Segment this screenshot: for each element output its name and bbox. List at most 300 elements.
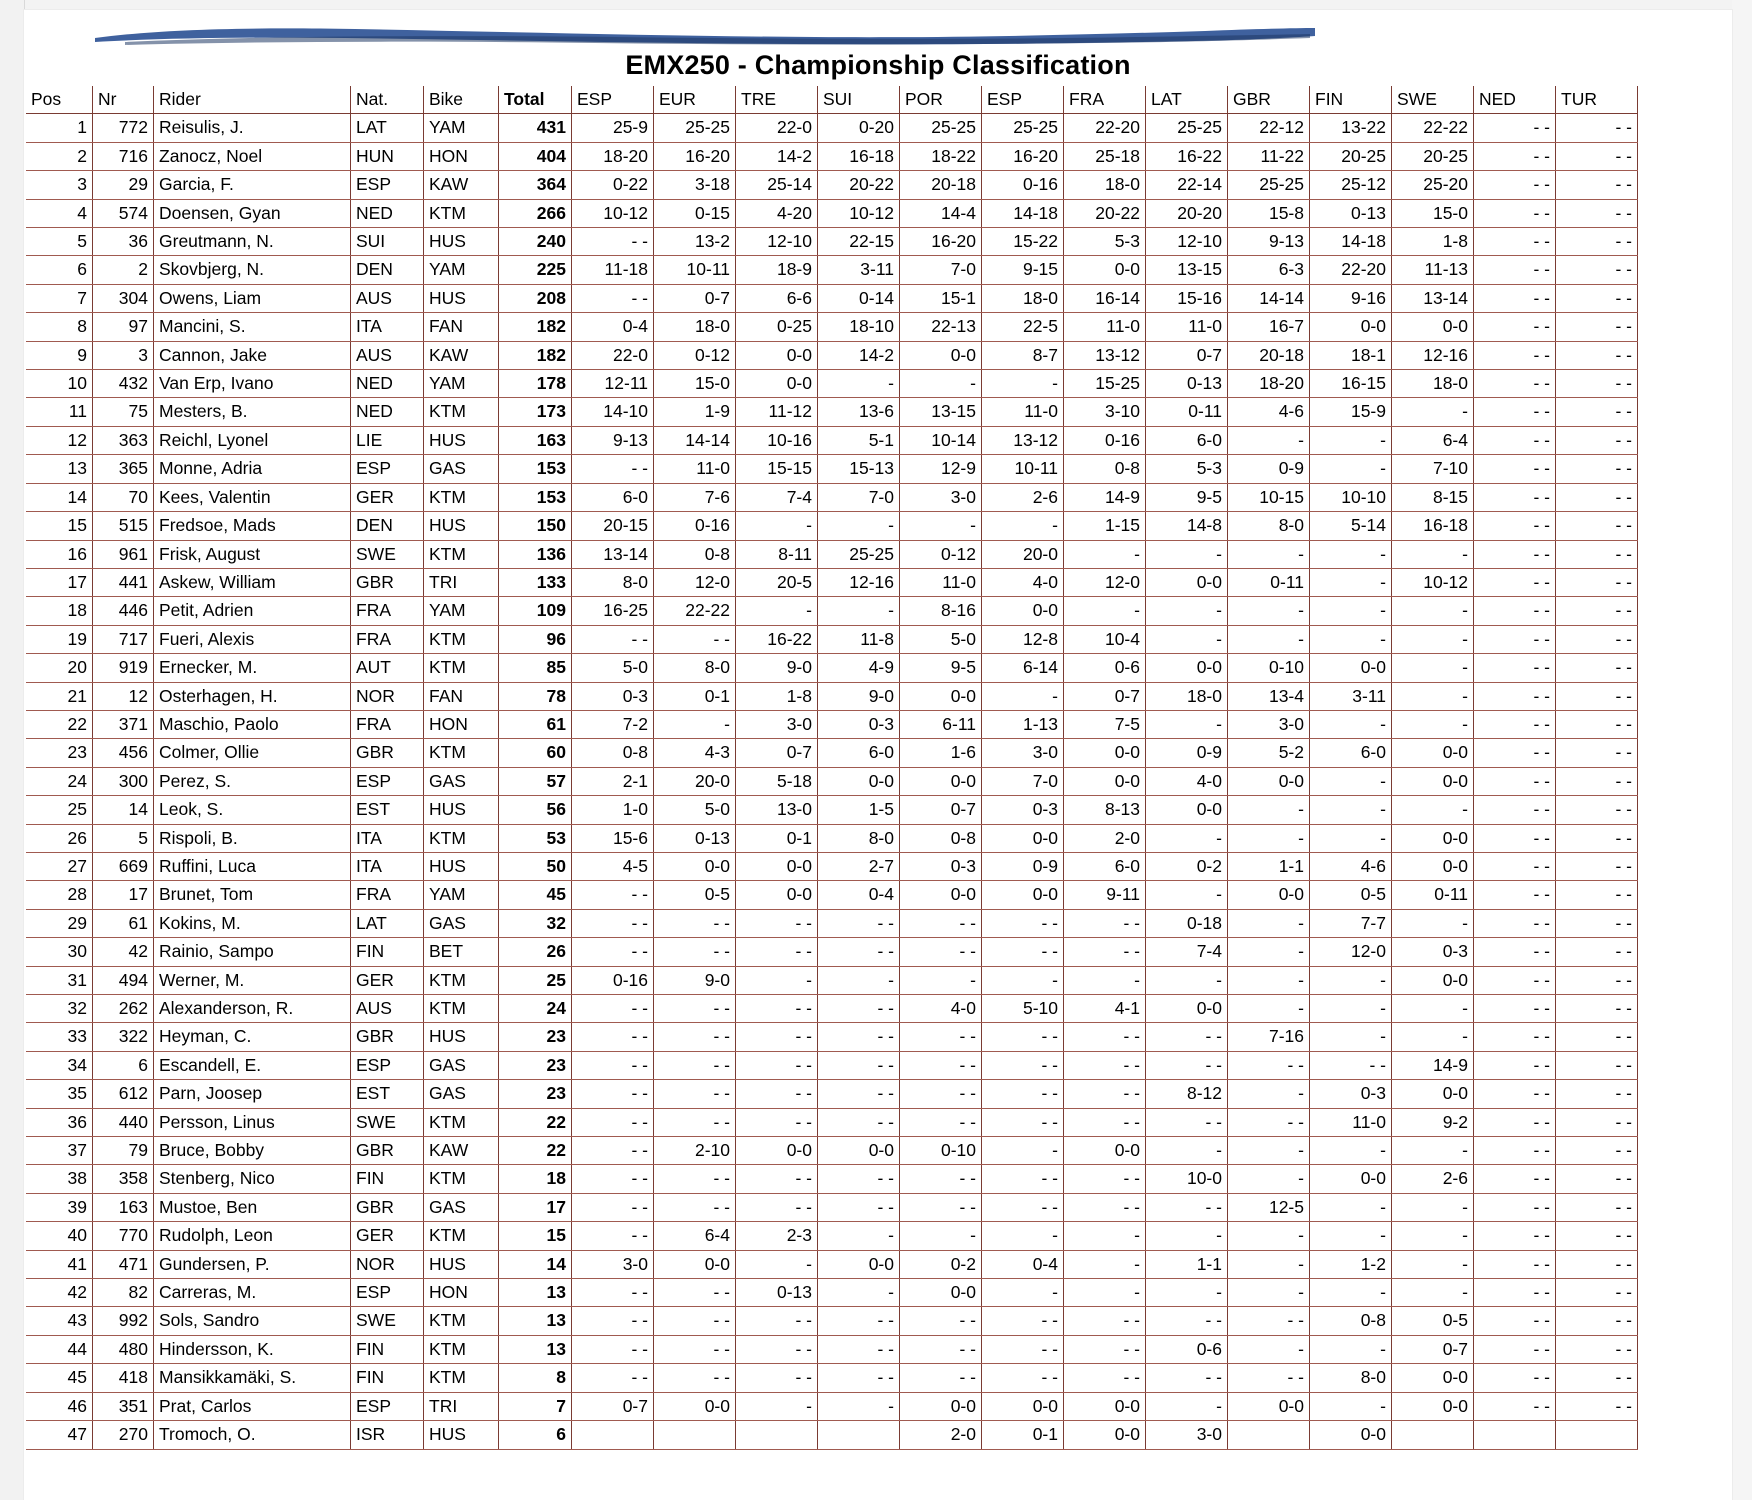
cell-position: 5 bbox=[26, 228, 93, 256]
column-header-e9[interactable]: FIN bbox=[1310, 86, 1392, 114]
table-row[interactable] bbox=[26, 1193, 1638, 1221]
cell-event-result: - - bbox=[1556, 512, 1638, 540]
table-row[interactable] bbox=[26, 483, 1638, 511]
cell-event-result: - - bbox=[736, 938, 818, 966]
cell-event-result: - - bbox=[1556, 540, 1638, 568]
table-row[interactable] bbox=[26, 767, 1638, 795]
column-header-e1[interactable]: EUR bbox=[654, 86, 736, 114]
cell-event-result: - - bbox=[1556, 1307, 1638, 1335]
cell-number: 5 bbox=[93, 824, 154, 852]
cell-event-result: 0-3 bbox=[572, 682, 654, 710]
column-header-e11[interactable]: NED bbox=[1474, 86, 1556, 114]
cell-event-result: 20-18 bbox=[900, 171, 982, 199]
cell-event-result: - - bbox=[818, 1307, 900, 1335]
cell-position: 1 bbox=[26, 114, 93, 142]
cell-event-result: - - bbox=[1556, 171, 1638, 199]
cell-rider: Zanocz, Noel bbox=[154, 142, 351, 170]
cell-event-result: - - bbox=[1064, 1193, 1146, 1221]
column-header-e8[interactable]: GBR bbox=[1228, 86, 1310, 114]
cell-event-result: - - bbox=[900, 1364, 982, 1392]
cell-rider: Persson, Linus bbox=[154, 1108, 351, 1136]
cell-number: 61 bbox=[93, 909, 154, 937]
cell-event-result: 0-0 bbox=[1392, 767, 1474, 795]
cell-event-result: - - bbox=[736, 995, 818, 1023]
cell-number: 6 bbox=[93, 1051, 154, 1079]
cell-event-result: - - bbox=[1474, 909, 1556, 937]
cell-event-result: - bbox=[1310, 568, 1392, 596]
table-row[interactable] bbox=[26, 1222, 1638, 1250]
cell-nationality: DEN bbox=[351, 512, 424, 540]
cell-event-result: 0-0 bbox=[654, 852, 736, 880]
table-row[interactable] bbox=[26, 284, 1638, 312]
table-row[interactable] bbox=[26, 1080, 1638, 1108]
cell-event-result: 8-13 bbox=[1064, 796, 1146, 824]
cell-bike: HUS bbox=[424, 1023, 499, 1051]
cell-event-result: 25-14 bbox=[736, 171, 818, 199]
table-row[interactable] bbox=[26, 682, 1638, 710]
cell-number: 440 bbox=[93, 1108, 154, 1136]
table-row[interactable] bbox=[26, 796, 1638, 824]
cell-event-result: - - bbox=[982, 1023, 1064, 1051]
cell-event-result: - - bbox=[1556, 483, 1638, 511]
cell-number: 961 bbox=[93, 540, 154, 568]
cell-event-result: - - bbox=[1474, 256, 1556, 284]
table-row[interactable] bbox=[26, 995, 1638, 1023]
cell-event-result: - - bbox=[1556, 114, 1638, 142]
table-row[interactable] bbox=[26, 1108, 1638, 1136]
cell-event-result: - bbox=[1310, 824, 1392, 852]
cell-event-result: 15-6 bbox=[572, 824, 654, 852]
table-row[interactable] bbox=[26, 1250, 1638, 1278]
cell-event-result: 0-7 bbox=[654, 284, 736, 312]
cell-rider: Gundersen, P. bbox=[154, 1250, 351, 1278]
cell-position: 43 bbox=[26, 1307, 93, 1335]
column-header-e3[interactable]: SUI bbox=[818, 86, 900, 114]
cell-event-result: - bbox=[1064, 1250, 1146, 1278]
cell-event-result: 16-20 bbox=[654, 142, 736, 170]
cell-event-result: - - bbox=[818, 1108, 900, 1136]
cell-event-result: - bbox=[1146, 710, 1228, 738]
cell-event-result: - - bbox=[1064, 1364, 1146, 1392]
cell-event-result: 6-6 bbox=[736, 284, 818, 312]
cell-event-result: - - bbox=[572, 1279, 654, 1307]
table-row[interactable] bbox=[26, 1392, 1638, 1420]
table-row[interactable] bbox=[26, 852, 1638, 880]
cell-total: 23 bbox=[499, 1051, 572, 1079]
table-row[interactable] bbox=[26, 455, 1638, 483]
cell-nationality: GBR bbox=[351, 739, 424, 767]
cell-total: 60 bbox=[499, 739, 572, 767]
cell-event-result: - - bbox=[900, 1051, 982, 1079]
cell-position: 25 bbox=[26, 796, 93, 824]
cell-event-result: 0-0 bbox=[736, 1137, 818, 1165]
table-row[interactable] bbox=[26, 966, 1638, 994]
cell-event-result: - - bbox=[1556, 1335, 1638, 1363]
cell-event-result: - - bbox=[900, 1335, 982, 1363]
cell-event-result: 0-16 bbox=[572, 966, 654, 994]
cell-event-result: - - bbox=[818, 1023, 900, 1051]
cell-event-result: - - bbox=[654, 1279, 736, 1307]
cell-event-result: 25-12 bbox=[1310, 171, 1392, 199]
cell-bike: KAW bbox=[424, 171, 499, 199]
cell-nationality: LIE bbox=[351, 426, 424, 454]
table-row[interactable] bbox=[26, 114, 1638, 142]
cell-event-result: 0-0 bbox=[900, 1279, 982, 1307]
table-row[interactable] bbox=[26, 938, 1638, 966]
cell-total: 56 bbox=[499, 796, 572, 824]
cell-position: 2 bbox=[26, 142, 93, 170]
cell-position: 21 bbox=[26, 682, 93, 710]
cell-event-result: 5-0 bbox=[572, 654, 654, 682]
cell-event-result: 0-0 bbox=[1064, 767, 1146, 795]
column-header-e2[interactable]: TRE bbox=[736, 86, 818, 114]
column-header-e12[interactable]: TUR bbox=[1556, 86, 1638, 114]
cell-rider: Monne, Adria bbox=[154, 455, 351, 483]
cell-event-result: - - bbox=[572, 1222, 654, 1250]
cell-event-result: 1-1 bbox=[1146, 1250, 1228, 1278]
cell-nationality: NED bbox=[351, 370, 424, 398]
cell-nationality: EST bbox=[351, 1080, 424, 1108]
cell-bike: HON bbox=[424, 142, 499, 170]
cell-nationality: NED bbox=[351, 199, 424, 227]
cell-event-result: - - bbox=[1556, 313, 1638, 341]
cell-position: 45 bbox=[26, 1364, 93, 1392]
cell-number: 82 bbox=[93, 1279, 154, 1307]
cell-event-result: 0-0 bbox=[1064, 739, 1146, 767]
cell-event-result: - - bbox=[1474, 1364, 1556, 1392]
column-header-e4[interactable]: POR bbox=[900, 86, 982, 114]
cell-event-result: - bbox=[1310, 597, 1392, 625]
cell-event-result: 0-13 bbox=[1146, 370, 1228, 398]
cell-event-result: 8-15 bbox=[1392, 483, 1474, 511]
cell-rider: Sols, Sandro bbox=[154, 1307, 351, 1335]
cell-event-result: 16-20 bbox=[900, 228, 982, 256]
column-header-total[interactable]: Total bbox=[499, 86, 572, 114]
cell-position: 13 bbox=[26, 455, 93, 483]
cell-event-result: 0-8 bbox=[654, 540, 736, 568]
cell-event-result: - bbox=[1392, 1023, 1474, 1051]
cell-event-result: 15-25 bbox=[1064, 370, 1146, 398]
table-row[interactable] bbox=[26, 597, 1638, 625]
cell-event-result: 0-16 bbox=[1064, 426, 1146, 454]
cell-event-result: 7-5 bbox=[1064, 710, 1146, 738]
cell-event-result: - - bbox=[1556, 142, 1638, 170]
cell-event-result: - - bbox=[1556, 1392, 1638, 1420]
cell-event-result: - - bbox=[654, 995, 736, 1023]
cell-event-result: 6-4 bbox=[654, 1222, 736, 1250]
cell-event-result: - - bbox=[1146, 1023, 1228, 1051]
cell-event-result: 7-0 bbox=[900, 256, 982, 284]
cell-nationality: GBR bbox=[351, 568, 424, 596]
cell-event-result: - - bbox=[1064, 1051, 1146, 1079]
cell-bike: BET bbox=[424, 938, 499, 966]
cell-bike: YAM bbox=[424, 114, 499, 142]
cell-bike: KTM bbox=[424, 625, 499, 653]
cell-position: 14 bbox=[26, 483, 93, 511]
column-header-e10[interactable]: SWE bbox=[1392, 86, 1474, 114]
cell-event-result: - - bbox=[736, 1080, 818, 1108]
cell-event-result: 0-0 bbox=[1146, 568, 1228, 596]
table-row[interactable] bbox=[26, 313, 1638, 341]
table-row[interactable] bbox=[26, 426, 1638, 454]
table-row[interactable] bbox=[26, 1421, 1638, 1449]
cell-rider: Leok, S. bbox=[154, 796, 351, 824]
table-row[interactable] bbox=[26, 142, 1638, 170]
cell-event-result: - - bbox=[736, 1307, 818, 1335]
cell-event-result: - bbox=[1310, 455, 1392, 483]
cell-event-result: - - bbox=[1556, 938, 1638, 966]
cell-rider: Cannon, Jake bbox=[154, 341, 351, 369]
cell-event-result: - - bbox=[1474, 1080, 1556, 1108]
cell-event-result: - bbox=[1228, 909, 1310, 937]
column-header-bike[interactable]: Bike bbox=[424, 86, 499, 114]
cell-event-result: - - bbox=[654, 1023, 736, 1051]
cell-event-result: 13-14 bbox=[1392, 284, 1474, 312]
cell-event-result: - - bbox=[1556, 710, 1638, 738]
cell-event-result: 4-0 bbox=[982, 568, 1064, 596]
cell-event-result: - - bbox=[982, 1193, 1064, 1221]
table-row[interactable] bbox=[26, 1364, 1638, 1392]
cell-event-result: 5-3 bbox=[1064, 228, 1146, 256]
cell-total: 17 bbox=[499, 1193, 572, 1221]
table-row[interactable] bbox=[26, 1165, 1638, 1193]
cell-rider: Fredsoe, Mads bbox=[154, 512, 351, 540]
cell-event-result: - bbox=[1228, 1335, 1310, 1363]
cell-position: 41 bbox=[26, 1250, 93, 1278]
cell-event-result: - - bbox=[1474, 1279, 1556, 1307]
cell-event-result: 13-15 bbox=[900, 398, 982, 426]
cell-event-result: - - bbox=[736, 1165, 818, 1193]
column-header-pos[interactable]: Pos bbox=[26, 86, 93, 114]
cell-event-result: - - bbox=[572, 938, 654, 966]
cell-event-result bbox=[1392, 1421, 1474, 1449]
cell-rider: Prat, Carlos bbox=[154, 1392, 351, 1420]
cell-event-result: - - bbox=[1474, 512, 1556, 540]
cell-bike: KTM bbox=[424, 1165, 499, 1193]
table-row[interactable] bbox=[26, 625, 1638, 653]
cell-event-result: - - bbox=[1474, 1023, 1556, 1051]
cell-number: 441 bbox=[93, 568, 154, 596]
cell-event-result: 16-14 bbox=[1064, 284, 1146, 312]
cell-event-result: 15-15 bbox=[736, 455, 818, 483]
table-row[interactable] bbox=[26, 654, 1638, 682]
cell-event-result: - bbox=[736, 512, 818, 540]
table-row[interactable] bbox=[26, 824, 1638, 852]
cell-event-result: 0-0 bbox=[982, 824, 1064, 852]
cell-event-result: 8-0 bbox=[572, 568, 654, 596]
cell-event-result: 6-0 bbox=[1310, 739, 1392, 767]
cell-event-result: - bbox=[1146, 1222, 1228, 1250]
cell-event-result: - bbox=[982, 1137, 1064, 1165]
table-row[interactable] bbox=[26, 341, 1638, 369]
cell-event-result: - bbox=[1146, 1279, 1228, 1307]
cell-event-result: 10-14 bbox=[900, 426, 982, 454]
cell-position: 29 bbox=[26, 909, 93, 937]
cell-event-result: 13-6 bbox=[818, 398, 900, 426]
cell-event-result: - bbox=[1146, 824, 1228, 852]
cell-event-result: - bbox=[818, 597, 900, 625]
cell-event-result: - - bbox=[982, 1165, 1064, 1193]
cell-event-result: - - bbox=[736, 1051, 818, 1079]
cell-event-result: 10-12 bbox=[572, 199, 654, 227]
cell-event-result: - bbox=[736, 597, 818, 625]
table-row[interactable] bbox=[26, 881, 1638, 909]
cell-event-result: - - bbox=[1556, 1165, 1638, 1193]
cell-position: 35 bbox=[26, 1080, 93, 1108]
cell-bike: KTM bbox=[424, 824, 499, 852]
cell-event-result: 4-5 bbox=[572, 852, 654, 880]
cell-event-result: 6-11 bbox=[900, 710, 982, 738]
cell-event-result: - - bbox=[1474, 1108, 1556, 1136]
cell-event-result: 2-3 bbox=[736, 1222, 818, 1250]
table-row[interactable] bbox=[26, 1051, 1638, 1079]
cell-number: 14 bbox=[93, 796, 154, 824]
column-header-rider[interactable]: Rider bbox=[154, 86, 351, 114]
cell-event-result: 2-1 bbox=[572, 767, 654, 795]
table-row[interactable] bbox=[26, 256, 1638, 284]
cell-event-result: 0-0 bbox=[1064, 1421, 1146, 1449]
table-row[interactable] bbox=[26, 739, 1638, 767]
cell-position: 20 bbox=[26, 654, 93, 682]
cell-event-result: - - bbox=[1474, 966, 1556, 994]
cell-position: 24 bbox=[26, 767, 93, 795]
table-row[interactable] bbox=[26, 540, 1638, 568]
scan-left-edge bbox=[0, 0, 25, 1500]
cell-nationality: FRA bbox=[351, 710, 424, 738]
cell-event-result: - bbox=[1392, 1222, 1474, 1250]
table-row[interactable] bbox=[26, 1307, 1638, 1335]
cell-total: 53 bbox=[499, 824, 572, 852]
cell-total: 150 bbox=[499, 512, 572, 540]
cell-event-result: 0-0 bbox=[736, 881, 818, 909]
table-row[interactable] bbox=[26, 398, 1638, 426]
cell-event-result: 12-16 bbox=[1392, 341, 1474, 369]
cell-event-result: 14-9 bbox=[1392, 1051, 1474, 1079]
cell-event-result: - - bbox=[1556, 455, 1638, 483]
cell-event-result: 9-0 bbox=[654, 966, 736, 994]
cell-event-result: 7-4 bbox=[1146, 938, 1228, 966]
cell-event-result: 7-2 bbox=[572, 710, 654, 738]
cell-event-result: - bbox=[1228, 1222, 1310, 1250]
cell-number: 432 bbox=[93, 370, 154, 398]
table-row[interactable] bbox=[26, 370, 1638, 398]
cell-event-result: - bbox=[1310, 625, 1392, 653]
cell-event-result: 7-16 bbox=[1228, 1023, 1310, 1051]
cell-event-result: - - bbox=[1228, 1307, 1310, 1335]
cell-event-result: - bbox=[1392, 995, 1474, 1023]
cell-event-result: 16-18 bbox=[1392, 512, 1474, 540]
table-row[interactable] bbox=[26, 710, 1638, 738]
cell-event-result: - - bbox=[572, 1137, 654, 1165]
column-header-nat[interactable]: Nat. bbox=[351, 86, 424, 114]
cell-number: 494 bbox=[93, 966, 154, 994]
cell-bike: HUS bbox=[424, 1421, 499, 1449]
cell-rider: Parn, Joosep bbox=[154, 1080, 351, 1108]
cell-event-result: - - bbox=[1146, 1364, 1228, 1392]
table-row[interactable] bbox=[26, 568, 1638, 596]
column-header-e5[interactable]: ESP bbox=[982, 86, 1064, 114]
column-header-e7[interactable]: LAT bbox=[1146, 86, 1228, 114]
cell-event-result: - - bbox=[1064, 1165, 1146, 1193]
table-row[interactable] bbox=[26, 1023, 1638, 1051]
cell-event-result: 0-10 bbox=[1228, 654, 1310, 682]
cell-event-result: - bbox=[1392, 1250, 1474, 1278]
cell-position: 16 bbox=[26, 540, 93, 568]
cell-event-result: 8-16 bbox=[900, 597, 982, 625]
cell-event-result: - - bbox=[900, 1165, 982, 1193]
cell-total: 178 bbox=[499, 370, 572, 398]
table-row[interactable] bbox=[26, 171, 1638, 199]
cell-total: 163 bbox=[499, 426, 572, 454]
cell-event-result: 20-25 bbox=[1310, 142, 1392, 170]
cell-bike: TRI bbox=[424, 568, 499, 596]
cell-rider: Askew, William bbox=[154, 568, 351, 596]
cell-event-result: - - bbox=[1064, 1307, 1146, 1335]
cell-event-result: - - bbox=[1556, 199, 1638, 227]
cell-event-result: 0-13 bbox=[1310, 199, 1392, 227]
cell-event-result: 25-18 bbox=[1064, 142, 1146, 170]
cell-nationality: FIN bbox=[351, 1335, 424, 1363]
scan-top-edge bbox=[0, 0, 1752, 10]
cell-event-result: 0-5 bbox=[1392, 1307, 1474, 1335]
column-header-e0[interactable]: ESP bbox=[572, 86, 654, 114]
table-row[interactable] bbox=[26, 1279, 1638, 1307]
cell-event-result: 0-5 bbox=[654, 881, 736, 909]
cell-event-result: - bbox=[982, 1279, 1064, 1307]
table-row[interactable] bbox=[26, 228, 1638, 256]
cell-event-result: 12-8 bbox=[982, 625, 1064, 653]
cell-event-result: - - bbox=[982, 1108, 1064, 1136]
cell-event-result: - - bbox=[1474, 1307, 1556, 1335]
cell-event-result: 5-0 bbox=[654, 796, 736, 824]
cell-event-result: 14-4 bbox=[900, 199, 982, 227]
column-header-nr[interactable]: Nr bbox=[93, 86, 154, 114]
cell-number: 36 bbox=[93, 228, 154, 256]
cell-event-result: - - bbox=[1474, 654, 1556, 682]
cell-event-result: 7-6 bbox=[654, 483, 736, 511]
cell-rider: Hindersson, K. bbox=[154, 1335, 351, 1363]
cell-event-result: - bbox=[1146, 597, 1228, 625]
cell-position: 4 bbox=[26, 199, 93, 227]
cell-event-result: 18-0 bbox=[654, 313, 736, 341]
table-row[interactable] bbox=[26, 199, 1638, 227]
cell-nationality: AUT bbox=[351, 654, 424, 682]
cell-event-result: 14-18 bbox=[1310, 228, 1392, 256]
table-row[interactable] bbox=[26, 1335, 1638, 1363]
cell-event-result: - - bbox=[736, 1023, 818, 1051]
table-row[interactable] bbox=[26, 512, 1638, 540]
cell-event-result: - - bbox=[572, 1193, 654, 1221]
cell-event-result: - - bbox=[1146, 1051, 1228, 1079]
table-row[interactable] bbox=[26, 1137, 1638, 1165]
table-row[interactable] bbox=[26, 909, 1638, 937]
cell-event-result: 6-0 bbox=[1064, 852, 1146, 880]
cell-event-result: - - bbox=[1556, 966, 1638, 994]
cell-event-result: 0-3 bbox=[982, 796, 1064, 824]
cell-event-result: 6-0 bbox=[572, 483, 654, 511]
cell-position: 36 bbox=[26, 1108, 93, 1136]
cell-total: 14 bbox=[499, 1250, 572, 1278]
cell-event-result: 0-3 bbox=[818, 710, 900, 738]
cell-event-result: - bbox=[736, 1250, 818, 1278]
cell-event-result: - - bbox=[572, 995, 654, 1023]
cell-event-result: 0-8 bbox=[1310, 1307, 1392, 1335]
cell-event-result: 8-7 bbox=[982, 341, 1064, 369]
column-header-e6[interactable]: FRA bbox=[1064, 86, 1146, 114]
cell-event-result: 14-8 bbox=[1146, 512, 1228, 540]
cell-rider: Kees, Valentin bbox=[154, 483, 351, 511]
cell-event-result: 0-9 bbox=[1228, 455, 1310, 483]
